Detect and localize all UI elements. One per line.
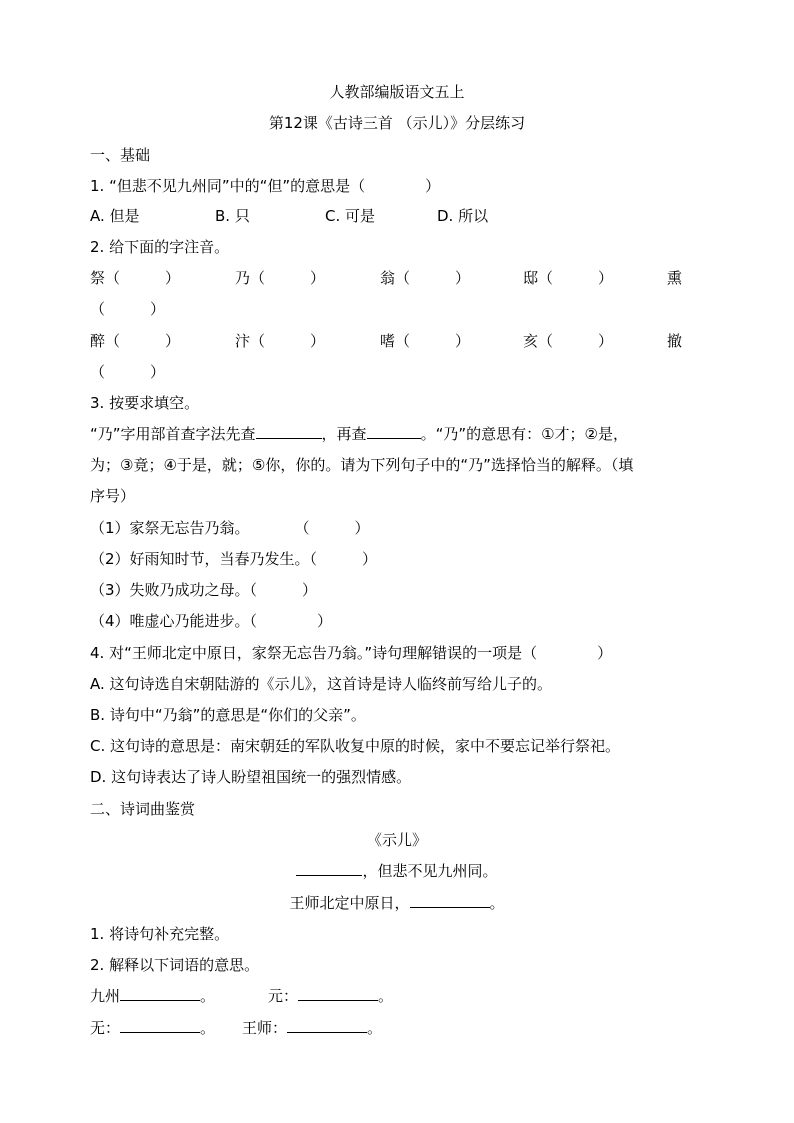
q4-option-d: D. 这句诗表达了诗人盼望祖国统一的强烈情感。 bbox=[90, 768, 412, 786]
q1-option-d: D. 所以 bbox=[437, 207, 489, 225]
pinyin-item: 亥（ ） bbox=[523, 332, 614, 350]
pinyin-item: 撤 bbox=[667, 332, 683, 350]
poem-line-1: ，但悲不见九州同。 bbox=[0, 861, 794, 881]
q3-item: （3）失败乃成功之母。（ ） bbox=[90, 581, 318, 599]
pinyin-item: 乃（ ） bbox=[235, 269, 326, 287]
poem-line-2: 王师北定中原日， 。 bbox=[289, 894, 505, 912]
q4-option-b: B. 诗句中“乃翁”的意思是“你们的父亲”。 bbox=[90, 706, 366, 724]
pinyin-item: 祭（ ） bbox=[90, 269, 181, 287]
answer-blank[interactable] bbox=[287, 1018, 367, 1033]
answer-blank[interactable] bbox=[367, 424, 421, 439]
q1-option-c: C. 可是 bbox=[325, 207, 376, 225]
pinyin-item: 嗜（ ） bbox=[380, 332, 471, 350]
question-2: 2. 给下面的字注音。 bbox=[90, 238, 230, 256]
q3-paragraph-line-1: “乃”字用部首查字法先查 ，再查 。“乃”的意思有：①才；②是， bbox=[90, 425, 629, 443]
question-3: 3. 按要求填空。 bbox=[90, 394, 200, 412]
question-1: 1. “但悲不见九州同”中的“但”的意思是（ ） bbox=[90, 177, 441, 195]
q4-option-a: A. 这句诗选自宋朝陆游的《示儿》，这首诗是诗人临终前写给儿子的。 bbox=[90, 675, 553, 693]
doc-title: 人教部编版语文五上 bbox=[329, 83, 465, 101]
pinyin-item: 熏 bbox=[667, 269, 683, 287]
answer-blank[interactable] bbox=[298, 986, 378, 1001]
answer-blank[interactable] bbox=[410, 893, 490, 908]
doc-subtitle: 第12课《古诗三首 （示儿）》分层练习 bbox=[268, 114, 526, 132]
q4-option-c: C. 这句诗的意思是：南宋朝廷的军队收复中原的时候，家中不要忘记举行祭祀。 bbox=[90, 737, 621, 755]
pinyin-item: 汴（ ） bbox=[235, 332, 326, 350]
q1-option-b: B. 只 bbox=[215, 207, 250, 225]
question-4: 4. 对“王师北定中原日，家祭无忘告乃翁。”诗句理解错误的一项是（ ） bbox=[90, 644, 613, 662]
answer-blank[interactable] bbox=[120, 1018, 200, 1033]
section-heading-poetry: 二、诗词曲鉴赏 bbox=[90, 800, 196, 818]
q1-option-a: A. 但是 bbox=[90, 207, 140, 225]
poetry-question-2: 2. 解释以下词语的意思。 bbox=[90, 956, 260, 974]
term-yuan: 元： 。 bbox=[268, 987, 394, 1005]
q3-item: （1）家祭无忘告乃翁。 （ ） bbox=[90, 519, 370, 537]
q3-paragraph-line-3: 序号） bbox=[90, 487, 136, 505]
q3-item: （2）好雨知时节，当春乃发生。（ ） bbox=[90, 550, 378, 568]
q3-paragraph-line-2: 为；③竟；④于是，就；⑤你，你的。请为下列句子中的“乃”选择恰当的解释。（填 bbox=[90, 456, 634, 474]
pinyin-item: 醉（ ） bbox=[90, 332, 181, 350]
answer-blank[interactable] bbox=[296, 861, 362, 876]
poetry-question-1: 1. 将诗句补充完整。 bbox=[90, 925, 230, 943]
term-wangshi: 王师： 。 bbox=[242, 1019, 383, 1037]
poem-title: 《示儿》 bbox=[366, 831, 427, 849]
term-jiuzhou: 九州 。 bbox=[90, 987, 216, 1005]
q3-item: （4）唯虚心乃能进步。（ ） bbox=[90, 612, 333, 630]
pinyin-item: 翁（ ） bbox=[380, 269, 471, 287]
answer-blank[interactable] bbox=[256, 424, 322, 439]
pinyin-item-wrap: （ ） bbox=[90, 363, 166, 381]
answer-blank[interactable] bbox=[120, 986, 200, 1001]
pinyin-item-wrap: （ ） bbox=[90, 300, 166, 318]
pinyin-item: 邸（ ） bbox=[523, 269, 614, 287]
section-heading-basics: 一、基础 bbox=[90, 146, 151, 164]
term-wu: 无： 。 bbox=[90, 1019, 216, 1037]
